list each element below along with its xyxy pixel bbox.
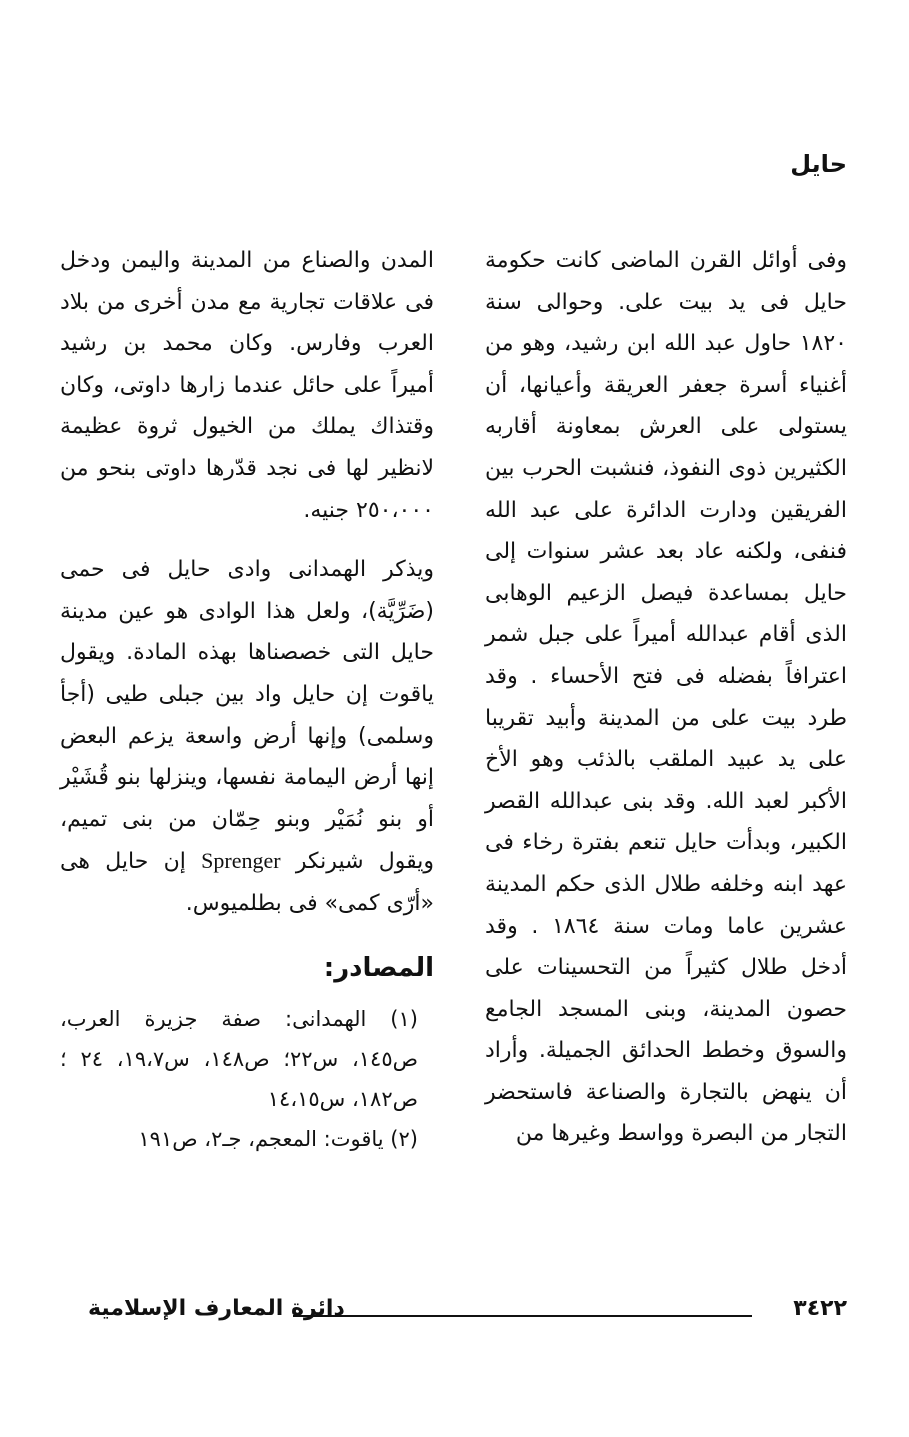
paragraph-spacer — [60, 531, 434, 549]
paragraph-2-text-before: ويذكر الهمدانى وادى حايل فى حمى (ضَرِّيَّة)، ولعل هذا الوادى هو عين مدينة حايل التى خصصناها بهذه المادة. ويقول ياقوت إن حايل واد بين جبلى طيى (أجأ وسلمى) وإنها أرض واسعة يزعم البعض إنها أرض اليمامة نفسها، وينزلها بنو قُشَيْر أو بنو نُمَيْر وبنو حِمّان من بنى تميم، ويقول شيرنكر — [60, 557, 435, 875]
footer-rule — [293, 1315, 752, 1317]
source-note-2: (٢) ياقوت: المعجم، جـ٢، ص١٩١ — [138, 1126, 418, 1151]
running-header: حايل — [790, 150, 847, 178]
paragraph-2-text-after: إن حايل هى «أرّى كمى» فى بطلميوس. — [60, 849, 434, 916]
left-column-paragraph-1: المدن والصناع من المدينة واليمن ودخل فى علاقات تجارية مع مدن أخرى من بلاد العرب وفارس. وكان محمد بن رشيد أميراً على حائل عندما زارها داوتى، وكان وقتذاك يملك من الخيول ثروة عظيمة لانظير لها فى نجد قدّرها داوتى بنحو من ٢٥٠،٠٠٠ جنيه. — [60, 248, 434, 523]
source-note-1: (١) الهمدانى: صفة جزيرة العرب، ص١٤٥، س٢٢؛ ص١٤٨، س١٩،٧، ٢٤ ؛ ص١٨٢، س١٤،١٥ — [60, 1006, 419, 1111]
right-column-paragraph: وفى أوائل القرن الماضى كانت حكومة حايل فى يد بيت على. وحوالى سنة ١٨٢٠ حاول عبد الله ابن رشيد، وهو من أغنياء أسرة جعفر العريقة وأعيانها، أن يستولى على العرش بمعاونة أقاربه الكثيرين ذوى النفوذ، فنشبت الحرب بين الفريقين ودارت الدائرة على عبد الله فنفى، ولكنه عاد بعد عشر سنوات إلى حايل بمساعدة فيصل الزعيم الوهابى الذى أقام عبدالله أميراً على جبل شمر اعترافاً بفضله فى فتح الأحساء . وقد طرد بيت على من المدينة وأبيد تقريبا على يد عبيد الملقب بالذئب وهو الأخ الأكبر لعبد الله. وقد بنى عبدالله القصر الكبير، وبدأت حايل تنعم بفترة رخاء فى عهد ابنه وخلفه طلال الذى حكم المدينة عشرين عاما ومات سنة ١٨٦٤ . وقد أدخل طلال كثيراً من التحسينات على حصون المدينة، وبنى المسجد الجامع والسوق وخطط الحدائق الجميلة. وأراد أن ينهض بالتجارة والصناعة فاستحضر التجار من البصرة وواسط وغيرها من — [485, 248, 847, 1147]
left-column — [60, 240, 434, 1159]
right-column — [485, 240, 847, 1155]
page-number: ٣٤٢٢ — [793, 1296, 847, 1321]
page-footer — [88, 1296, 847, 1336]
sprenger-name: Sprenger — [201, 848, 281, 874]
left-column-paragraph-2 — [60, 549, 434, 924]
sources-heading: المصادر: — [323, 952, 434, 983]
encyclopedia-title: دائرة المعارف الإسلامية — [88, 1296, 345, 1321]
